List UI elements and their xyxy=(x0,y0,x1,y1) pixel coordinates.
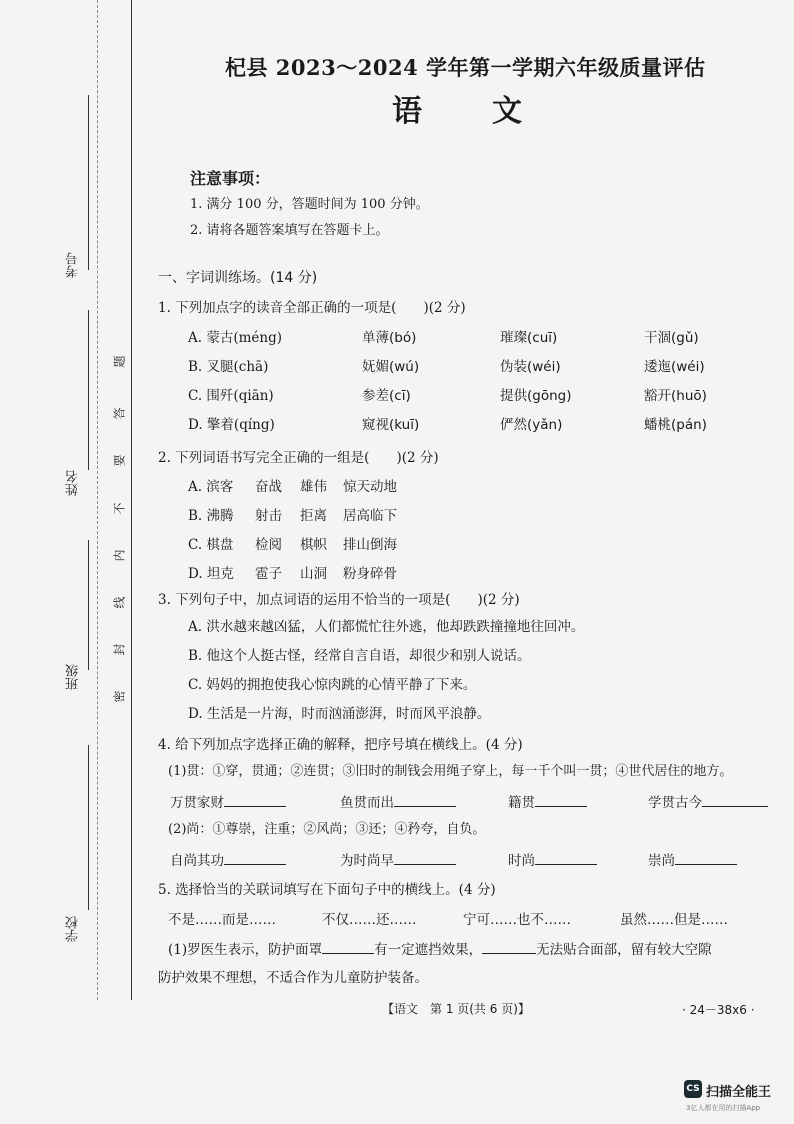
answer-blank[interactable] xyxy=(322,953,374,954)
q2-d-word: 粉身碎骨 xyxy=(343,566,397,582)
seal-char: 内 xyxy=(112,549,127,562)
q2-a-word: 惊天动地 xyxy=(343,479,397,495)
answer-blank[interactable] xyxy=(535,806,587,807)
q3-option-a: A. 洪水越来越凶猛，人们都慌忙往外逃，他却跌跌撞撞地往回冲。 xyxy=(188,619,585,635)
class-line xyxy=(88,540,89,670)
seal-char: 要 xyxy=(112,454,127,467)
q5-sentence-text: 无法贴合面部，留有较大空隙 xyxy=(536,942,712,958)
q1-c-word: 提供(gōng) xyxy=(500,388,572,404)
q1-option-d: D. 擎着(qíng) xyxy=(188,417,275,433)
q1-option-c: C. 围歼(qiān) xyxy=(188,388,274,404)
q4-word-text: 鱼贯而出 xyxy=(340,795,394,811)
q5-choice: 不仅……还…… xyxy=(322,912,417,928)
q2-option-c: C. 棋盘 xyxy=(188,537,234,553)
binding-dashed-line xyxy=(97,0,98,1000)
q4-word-text: 籍贯 xyxy=(508,795,535,811)
section-title: 一、字词训练场。(14 分) xyxy=(158,270,318,286)
fold-line xyxy=(131,0,132,1000)
seal-char: 密 xyxy=(112,690,127,703)
answer-blank[interactable] xyxy=(224,806,286,807)
q5-choice: 不是……而是…… xyxy=(168,912,276,928)
q2-b-word: 拒离 xyxy=(300,508,327,524)
q4-definition-2: (2)尚：①尊崇，注重；②风尚；③还；④矜夸，自负。 xyxy=(168,822,486,837)
q4-word-text: 为时尚早 xyxy=(340,853,394,869)
q5-sentence-1-cont: 防护效果不理想，不适合作为儿童防护装备。 xyxy=(158,970,428,986)
page-footer: 【语文 第 1 页(共 6 页)】 xyxy=(382,1002,530,1016)
answer-blank[interactable] xyxy=(224,864,286,865)
q2-option-a: A. 滨客 xyxy=(188,479,234,495)
q4-word-text: 自尚其功 xyxy=(170,853,224,869)
subject-title: 语文 xyxy=(392,94,592,129)
seal-char: 封 xyxy=(112,643,127,656)
q1-d-word: 俨然(yǎn) xyxy=(500,417,563,433)
name-line xyxy=(88,310,89,470)
q2-c-word: 排山倒海 xyxy=(343,537,397,553)
q5-sentence-text: 有一定遮挡效果， xyxy=(374,942,483,958)
name-label: 姓名 xyxy=(66,470,81,496)
seal-char: 不 xyxy=(112,502,127,515)
q1-a-word: 单薄(bó) xyxy=(362,330,417,346)
answer-blank[interactable] xyxy=(702,806,768,807)
q1-b-word: 妩媚(wú) xyxy=(362,359,420,375)
question-2-stem: 2. 下列词语书写完全正确的一组是( )(2 分) xyxy=(158,450,439,466)
q2-c-word: 检阅 xyxy=(255,537,282,553)
q4-word xyxy=(170,791,286,811)
q1-c-word: 参差(cī) xyxy=(362,388,411,404)
seal-char: 答 xyxy=(112,407,127,420)
camscanner-name: 扫描全能王 xyxy=(706,1085,772,1100)
school-line xyxy=(88,745,89,910)
q3-option-c: C. 妈妈的拥抱使我心惊肉跳的心情平静了下来。 xyxy=(188,677,477,693)
q5-choice: 宁可……也不…… xyxy=(463,912,571,928)
camscanner-tagline: 3亿人都在用的扫描App xyxy=(686,1104,761,1112)
q2-b-word: 居高临下 xyxy=(343,508,397,524)
q4-word-text: 万贯家财 xyxy=(170,795,224,811)
exam-number-line xyxy=(88,95,89,270)
q4-word-text: 崇尚 xyxy=(648,853,675,869)
q2-d-word: 雹子 xyxy=(255,566,282,582)
q3-option-d: D. 生活是一片海，时而汹涌澎湃，时而风平浪静。 xyxy=(188,706,491,722)
camscanner-logo-icon: CS xyxy=(684,1080,702,1098)
q2-c-word: 棋帜 xyxy=(300,537,327,553)
school-label: 学校 xyxy=(66,916,81,942)
q2-a-word: 奋战 xyxy=(255,479,282,495)
q4-word xyxy=(340,849,456,869)
q1-a-word: 璀璨(cuī) xyxy=(500,330,558,346)
notice-heading: 注意事项： xyxy=(190,169,271,188)
q4-word xyxy=(508,791,587,811)
seal-char: 线 xyxy=(112,596,127,609)
q1-d-word: 窥视(kuī) xyxy=(362,417,420,433)
class-label: 班级 xyxy=(66,664,81,690)
q2-d-word: 山洞 xyxy=(300,566,327,582)
q1-b-word: 伪装(wéi) xyxy=(500,359,561,375)
q5-sentence-text: (1)罗医生表示，防护面罩 xyxy=(168,942,323,958)
q1-option-b: B. 叉腿(chā) xyxy=(188,359,269,375)
notice-item: 1. 满分 100 分，答题时间为 100 分钟。 xyxy=(190,197,429,212)
q4-word xyxy=(340,791,456,811)
paper-code: · 24－38x6 · xyxy=(682,1003,755,1017)
q4-word xyxy=(508,849,597,869)
exam-number-label: 考号 xyxy=(66,252,81,278)
q1-c-word: 豁开(huō) xyxy=(644,388,707,404)
q1-d-word: 蟠桃(pán) xyxy=(644,417,707,433)
answer-blank[interactable] xyxy=(482,953,536,954)
q5-sentence-1 xyxy=(168,938,712,958)
q4-word xyxy=(648,849,737,869)
q1-option-a: A. 蒙古(méng) xyxy=(188,330,282,346)
q1-b-word: 逶迤(wéi) xyxy=(644,359,705,375)
q2-option-d: D. 坦克 xyxy=(188,566,234,582)
q2-a-word: 雄伟 xyxy=(300,479,327,495)
question-1-stem: 1. 下列加点字的读音全部正确的一项是( )(2 分) xyxy=(158,300,466,316)
q4-word-text: 学贯古今 xyxy=(648,795,702,811)
answer-blank[interactable] xyxy=(394,806,456,807)
q2-b-word: 射击 xyxy=(255,508,282,524)
q2-option-b: B. 沸腾 xyxy=(188,508,234,524)
answer-blank[interactable] xyxy=(394,864,456,865)
answer-blank[interactable] xyxy=(535,864,597,865)
q5-choice: 虽然……但是…… xyxy=(620,912,728,928)
q1-a-word: 干涸(gǔ) xyxy=(644,330,699,346)
q3-option-b: B. 他这个人挺古怪，经常自言自语，却很少和别人说话。 xyxy=(188,648,531,664)
question-4-stem: 4. 给下列加点字选择正确的解释，把序号填在横线上。(4 分) xyxy=(158,737,523,753)
q4-word-text: 时尚 xyxy=(508,853,535,869)
question-3-stem: 3. 下列句子中，加点词语的运用不恰当的一项是( )(2 分) xyxy=(158,592,520,608)
q4-word xyxy=(648,791,768,811)
exam-title: 杞县 2023～2024 学年第一学期六年级质量评估 xyxy=(225,55,706,80)
answer-blank[interactable] xyxy=(675,864,737,865)
seal-char: 题 xyxy=(112,355,127,368)
question-5-stem: 5. 选择恰当的关联词填写在下面句子中的横线上。(4 分) xyxy=(158,882,496,898)
q4-definition-1: (1)贯：①穿，贯通；②连贯；③旧时的制钱会用绳子穿上，每一千个叫一贯；④世代居住的地方。 xyxy=(168,764,733,779)
notice-item: 2. 请将各题答案填写在答题卡上。 xyxy=(190,223,389,238)
q4-word xyxy=(170,849,286,869)
